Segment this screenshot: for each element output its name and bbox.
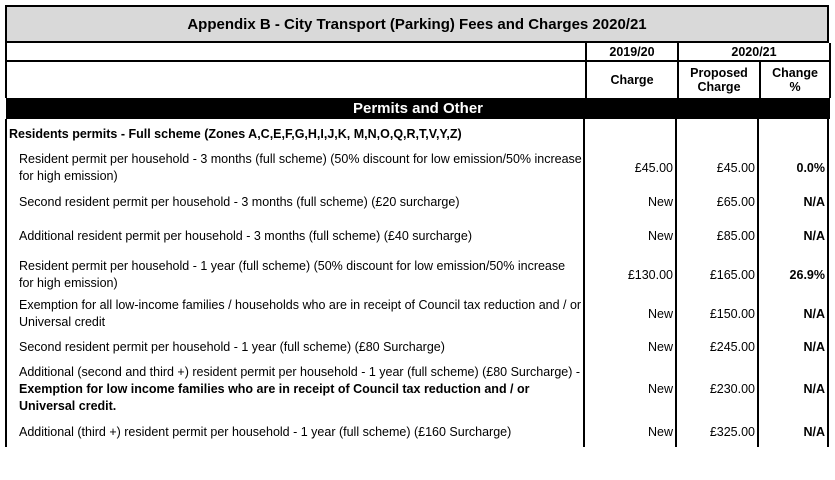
row-proposed: £230.00 <box>676 361 758 417</box>
table-row <box>6 149 828 187</box>
year-header-row <box>6 43 830 61</box>
row-description-text: Resident permit per household - 1 year (full scheme) (50% discount for low emission/50% increase for high emission) <box>19 259 566 290</box>
table-row <box>6 255 828 295</box>
section-header-row <box>6 98 830 119</box>
table-row <box>6 417 828 447</box>
group-title-row <box>6 119 828 149</box>
blank-header-cell <box>6 43 586 61</box>
row-charge: New <box>584 417 676 447</box>
row-proposed: £85.00 <box>676 217 758 255</box>
fees-sheet <box>5 5 829 447</box>
section-title: Permits and Other <box>6 98 830 119</box>
year-next-header: 2020/21 <box>678 43 830 61</box>
row-description <box>6 149 584 187</box>
row-change: N/A <box>758 333 828 361</box>
table-row <box>6 361 828 417</box>
row-description <box>6 333 584 361</box>
row-description-text: Second resident permit per household - 3 months (full scheme) (£20 surcharge) <box>19 194 460 209</box>
row-proposed: £325.00 <box>676 417 758 447</box>
group-cell-proposed <box>676 119 758 149</box>
row-charge: New <box>584 361 676 417</box>
row-charge: New <box>584 333 676 361</box>
row-description-text: Additional (second and third +) resident permit per household - 1 year (full scheme) (£80 Surcharge) - <box>19 364 581 379</box>
row-charge: New <box>584 295 676 333</box>
row-charge: £45.00 <box>584 149 676 187</box>
change-column-label: Change % <box>772 66 818 94</box>
row-description <box>6 417 584 447</box>
table-row <box>6 333 828 361</box>
fees-body-table <box>5 119 829 447</box>
row-proposed: £65.00 <box>676 187 758 217</box>
row-change: N/A <box>758 217 828 255</box>
row-description-text: Second resident permit per household - 1 year (full scheme) (£80 Surcharge) <box>19 339 445 354</box>
row-description <box>6 361 584 417</box>
row-proposed: £150.00 <box>676 295 758 333</box>
row-description <box>6 295 584 333</box>
fees-table <box>5 43 831 119</box>
row-change: 26.9% <box>758 255 828 295</box>
row-change: N/A <box>758 295 828 333</box>
row-charge: £130.00 <box>584 255 676 295</box>
group-cell-change <box>758 119 828 149</box>
group-cell-charge <box>584 119 676 149</box>
row-change: N/A <box>758 361 828 417</box>
charge-column-header: Charge <box>586 61 678 98</box>
row-description-text: Additional (third +) resident permit per household - 1 year (full scheme) (£160 Surcharge) <box>19 424 512 439</box>
proposed-column-label: Proposed Charge <box>690 66 748 94</box>
row-change: 0.0% <box>758 149 828 187</box>
row-proposed: £165.00 <box>676 255 758 295</box>
change-column-header <box>760 61 830 98</box>
row-description <box>6 217 584 255</box>
proposed-column-header <box>678 61 760 98</box>
row-charge: New <box>584 187 676 217</box>
table-row <box>6 295 828 333</box>
column-label-row <box>6 61 830 98</box>
row-description <box>6 255 584 295</box>
row-description-text: Resident permit per household - 3 months (full scheme) (50% discount for low emission/50% increase for high emission) <box>19 152 582 183</box>
row-description-emphasis: Exemption for low income families who are in receipt of Council tax reduction and / or Universal credit. <box>19 381 530 413</box>
row-charge: New <box>584 217 676 255</box>
blank-label-cell <box>6 61 586 98</box>
row-description-text: Additional resident permit per household - 3 months (full scheme) (£40 surcharge) <box>19 228 473 243</box>
row-proposed: £45.00 <box>676 149 758 187</box>
row-description-text: Exemption for all low-income families / households who are in receipt of Council tax reduction and / or Universal credit <box>19 298 582 329</box>
table-row <box>6 217 828 255</box>
row-proposed: £245.00 <box>676 333 758 361</box>
row-change: N/A <box>758 417 828 447</box>
row-change: N/A <box>758 187 828 217</box>
group-title: Residents permits - Full scheme (Zones A,C,E,F,G,H,I,J,K, M,N,O,Q,R,T,V,Y,Z) <box>9 127 462 141</box>
page-title: Appendix B - City Transport (Parking) Fees and Charges 2020/21 <box>5 5 829 43</box>
table-row <box>6 187 828 217</box>
year-prev-header: 2019/20 <box>586 43 678 61</box>
row-description <box>6 187 584 217</box>
